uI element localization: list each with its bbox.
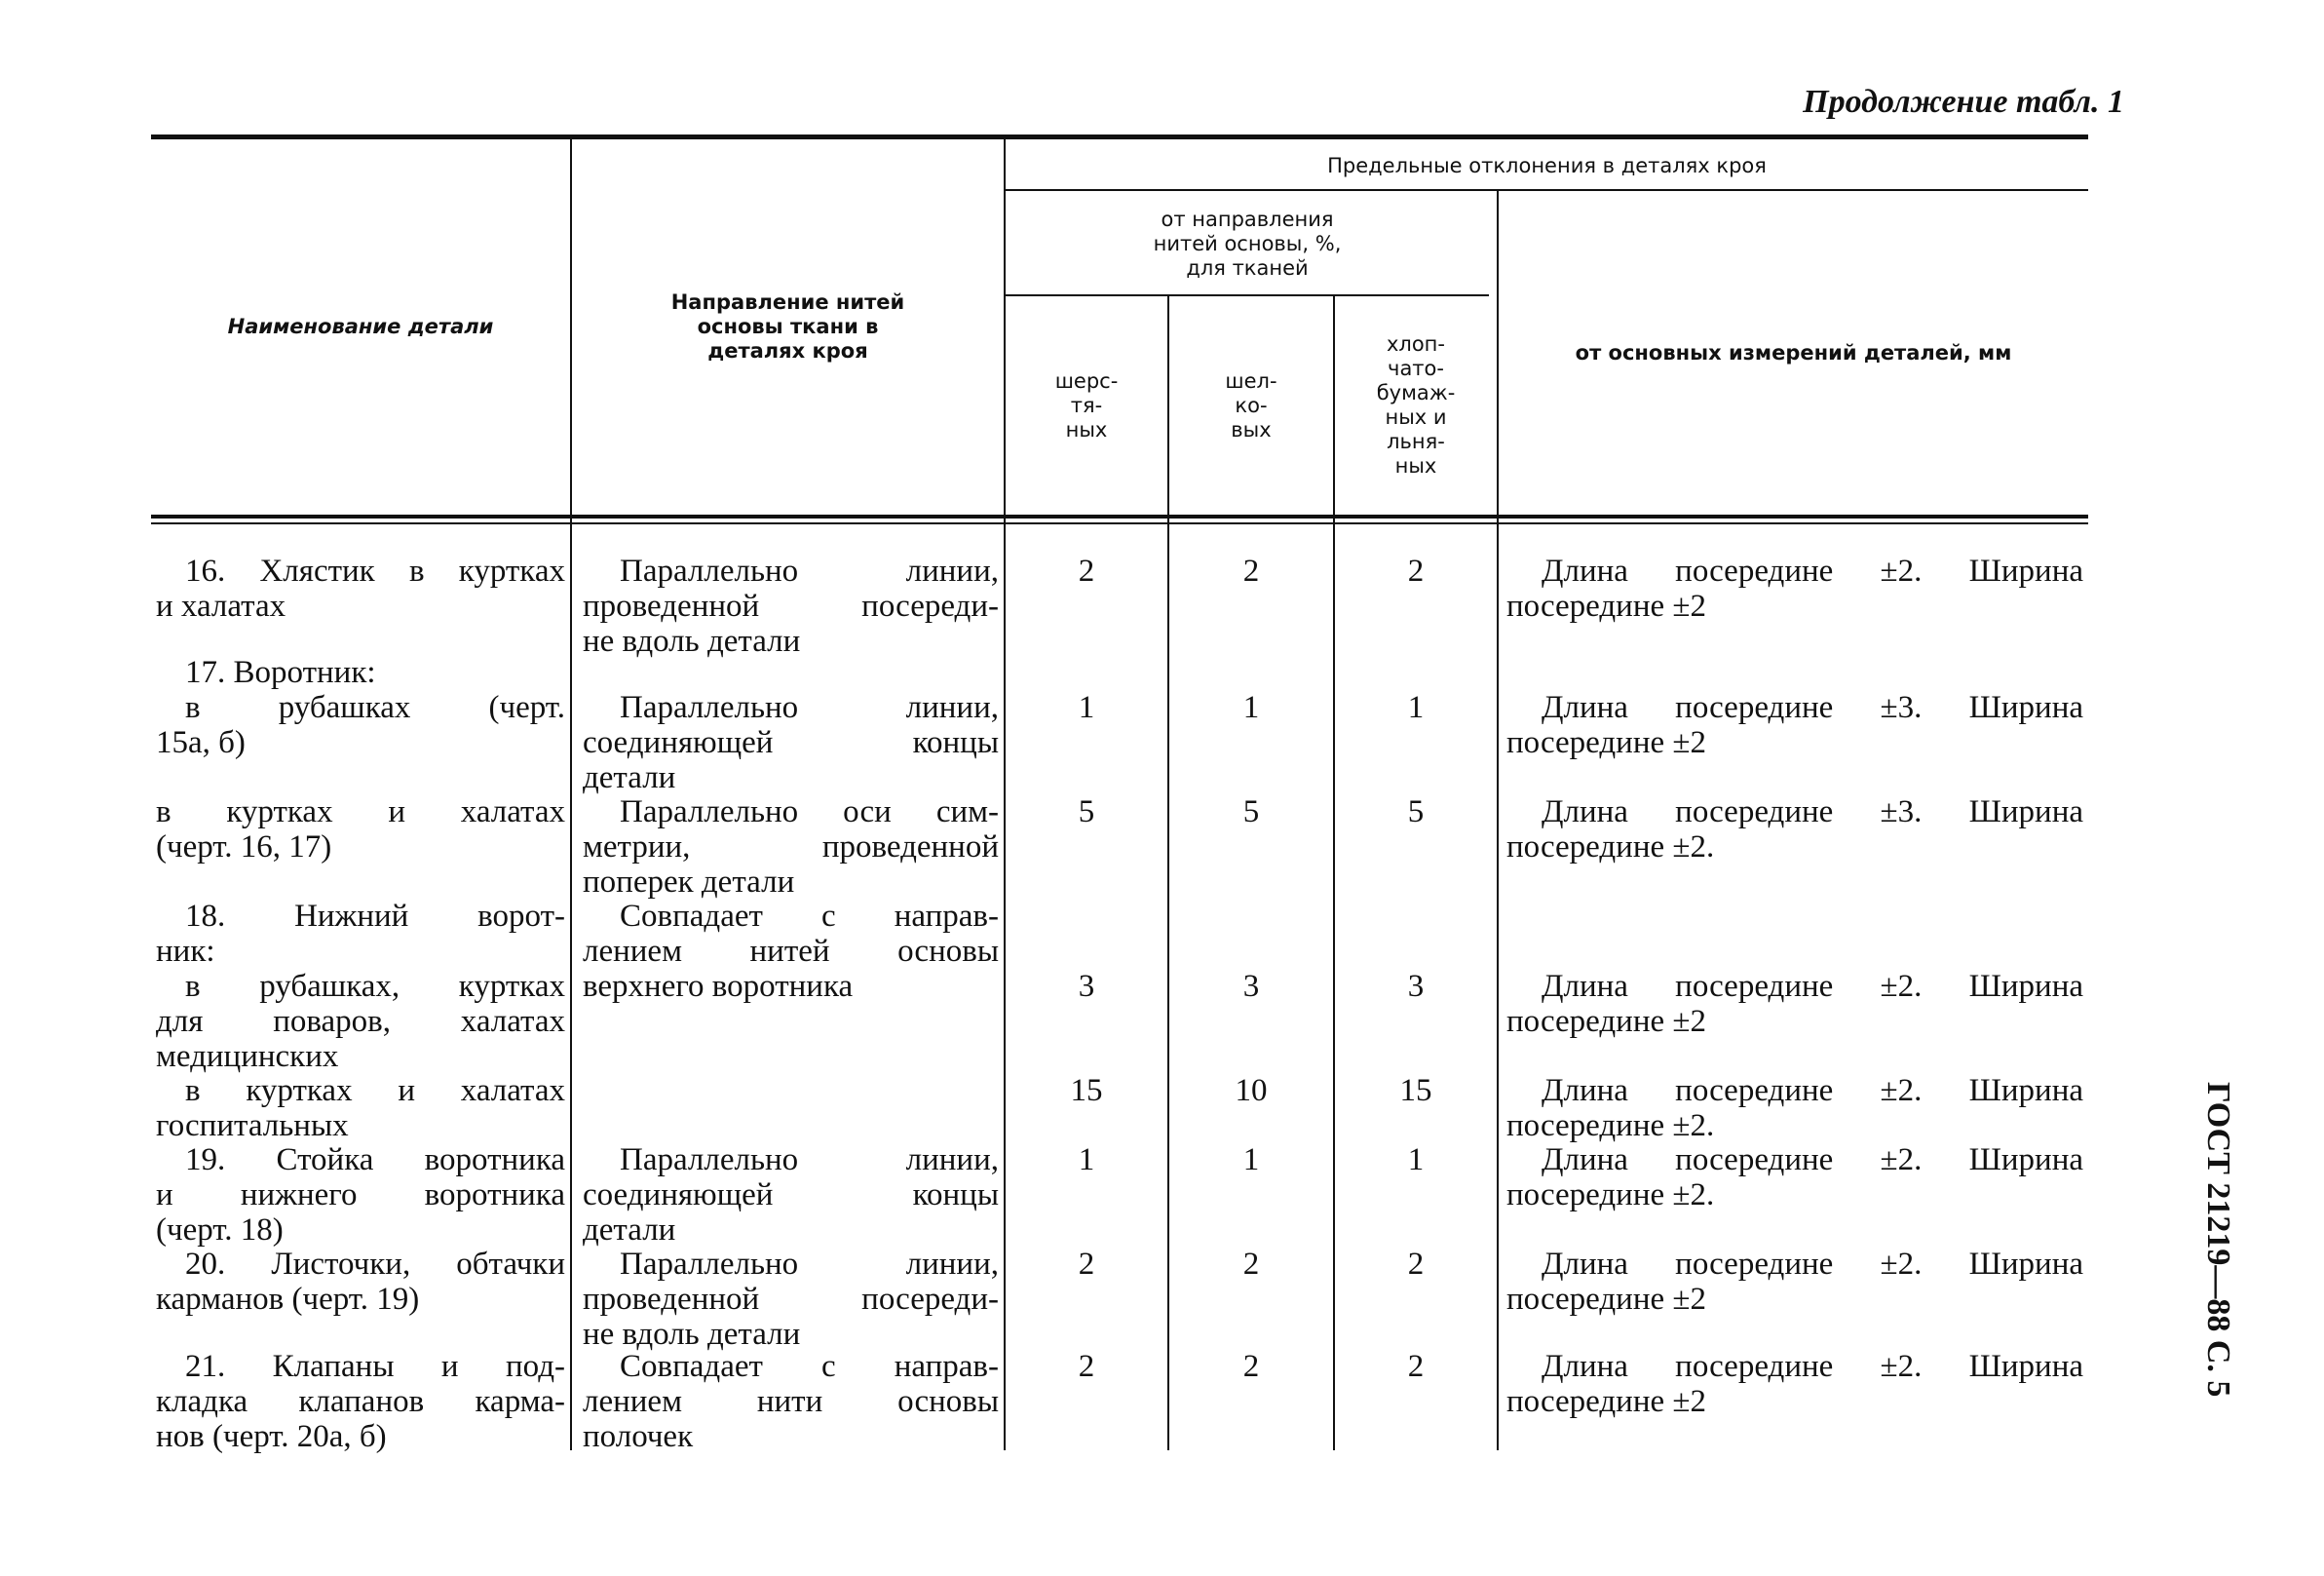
- row-16-direction: Параллельно линии, проведенной посереди- не вдоль детали: [583, 554, 999, 659]
- row-19-cotton: 1: [1407, 1142, 1425, 1177]
- row-17-jackets-direction: Параллельно оси сим- метрии, проведенной поперек детали: [583, 794, 999, 900]
- row-18-direction: Совпадает с направ- лением нитей основы: [583, 899, 999, 969]
- header-bottom-rule: [151, 515, 2088, 519]
- row-17-shirts-dimensions: Длина посередине ±3. Ширина посередине ±2: [1506, 690, 2083, 760]
- row-17-jackets-silk: 5: [1242, 794, 1260, 829]
- header-bottom-rule-2: [151, 522, 2088, 524]
- row-18-hospital-silk: 10: [1235, 1073, 1268, 1108]
- row-18-hospital-cotton: 15: [1399, 1073, 1432, 1108]
- row-17-shirts-cotton: 1: [1407, 690, 1425, 725]
- row-19-direction: Параллельно линии, соединяющей концы детали: [583, 1142, 999, 1248]
- row-19-silk: 1: [1242, 1142, 1260, 1177]
- table-continuation-caption: Продолжение табл. 1: [1803, 84, 2124, 120]
- row-18-hospital-name: в куртках и халатах госпитальных: [156, 1073, 565, 1143]
- row-20-dimensions: Длина посередине ±2. Ширина посередине ±2: [1506, 1247, 2083, 1317]
- row-17-shirts-name: в рубашках (черт. 15а, б): [156, 690, 565, 760]
- row-16-dimensions: Длина посередине ±2. Ширина посередине ±2: [1506, 554, 2083, 624]
- row-18-shirts-dimensions: Длина посередине ±2. Ширина посередине ±2: [1506, 969, 2083, 1039]
- row-20-name: 20. Листочки, обтачки карманов (черт. 19): [156, 1247, 565, 1317]
- row-17-jackets-dimensions: Длина посередине ±3. Ширина посередине ±2.: [1506, 794, 2083, 865]
- row-21-name: 21. Клапаны и под- кладка клапанов карма- нов (черт. 20а, б): [156, 1349, 565, 1454]
- header-wool: шерс- тя- ных: [1054, 368, 1119, 442]
- row-20-silk: 2: [1242, 1247, 1260, 1282]
- row-16-cotton: 2: [1407, 554, 1425, 589]
- row-17-shirts-wool: 1: [1078, 690, 1095, 725]
- row-18-name: 18. Нижний ворот- ник:: [156, 899, 565, 969]
- row-16-wool: 2: [1078, 554, 1095, 589]
- row-17-jackets-name: в куртках и халатах (черт. 16, 17): [156, 794, 565, 865]
- row-17-jackets-wool: 5: [1078, 794, 1095, 829]
- row-19-dimensions: Длина посередине ±2. Ширина посередине ±2.: [1506, 1142, 2083, 1212]
- row-16-name: 16. Хлястик в куртках и халатах: [156, 554, 565, 624]
- header-deviation-group: Предельные отклонения в деталях кроя: [1327, 153, 1767, 177]
- row-20-cotton: 2: [1407, 1247, 1425, 1282]
- row-21-cotton: 2: [1407, 1349, 1425, 1384]
- row-20-wool: 2: [1078, 1247, 1095, 1282]
- row-17-jackets-cotton: 5: [1407, 794, 1425, 829]
- row-21-wool: 2: [1078, 1349, 1095, 1384]
- row-18-hospital-wool: 15: [1070, 1073, 1103, 1108]
- row-18-shirts-cotton: 3: [1407, 969, 1425, 1004]
- header-silk: шел- ко- вых: [1225, 368, 1277, 442]
- row-18-hospital-dimensions: Длина посередине ±2. Ширина посередине ±2.: [1506, 1073, 2083, 1143]
- row-19-wool: 1: [1078, 1142, 1095, 1177]
- row-17-name: 17. Воротник:: [185, 655, 376, 690]
- header-thread-subgroup: от направления нитей основы, %, для тканей: [1153, 207, 1342, 280]
- row-18-shirts-direction: верхнего воротника: [583, 969, 854, 1004]
- row-16-silk: 2: [1242, 554, 1260, 589]
- header-thread-direction: Направление нитей основы ткани в деталях кроя: [670, 290, 905, 363]
- row-18-shirts-silk: 3: [1242, 969, 1260, 1004]
- row-21-silk: 2: [1242, 1349, 1260, 1384]
- header-dimensions: от основных измерений деталей, мм: [1575, 340, 2012, 365]
- document-page-label: ГОСТ 21219—88 С. 5: [2200, 1082, 2236, 1398]
- row-20-direction: Параллельно линии, проведенной посереди- не вдоль детали: [583, 1247, 999, 1352]
- header-part-name: Наименование детали: [227, 315, 494, 338]
- row-21-dimensions: Длина посередине ±2. Ширина посередине ±2: [1506, 1349, 2083, 1419]
- header-cotton-linen: хлоп- чато- бумаж- ных и льня- ных: [1376, 332, 1456, 478]
- row-21-direction: Совпадает с направ- лением нити основы полочек: [583, 1349, 999, 1454]
- row-18-shirts-wool: 3: [1078, 969, 1095, 1004]
- row-17-shirts-direction: Параллельно линии, соединяющей концы детали: [583, 690, 999, 795]
- row-17-shirts-silk: 1: [1242, 690, 1260, 725]
- row-19-name: 19. Стойка воротника и нижнего воротника (черт. 18): [156, 1142, 565, 1248]
- row-18-shirts-name: в рубашках, куртках для поваров, халатах медицинских: [156, 969, 565, 1074]
